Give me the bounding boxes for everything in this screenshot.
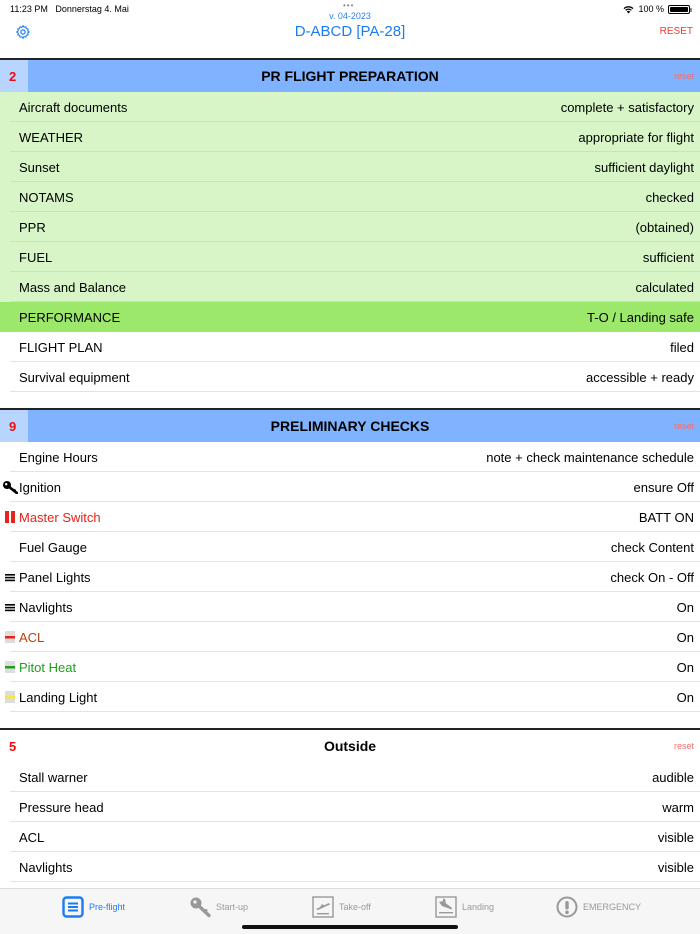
section-header-preliminary-checks[interactable] — [0, 410, 700, 442]
checklist-scroll-view[interactable] — [0, 60, 700, 888]
key-icon — [189, 896, 211, 918]
item-label: PPR — [19, 219, 46, 235]
item-label: ACL — [19, 829, 45, 845]
section-reset-button[interactable]: reset — [673, 741, 694, 751]
checklist-item[interactable] — [0, 242, 700, 272]
section-spacer — [0, 712, 700, 728]
section-title: Outside — [323, 738, 377, 754]
checklist-item[interactable] — [0, 182, 700, 212]
item-label: ACL — [19, 629, 45, 645]
item-value: filed — [670, 339, 694, 355]
section-remaining-count: 2 — [0, 60, 28, 92]
section-header-pr-flight-preparation[interactable] — [0, 60, 700, 92]
item-value: accessible + ready — [585, 369, 694, 385]
item-label: Panel Lights — [19, 569, 91, 585]
checklist-item[interactable] — [0, 272, 700, 302]
status-date: Donnerstag 4. Mai — [55, 4, 129, 14]
green-switch-icon — [2, 660, 18, 674]
item-value: visible — [657, 829, 694, 845]
item-value: visible — [657, 859, 694, 875]
checklist-item[interactable] — [0, 762, 700, 792]
item-label: Ignition — [19, 479, 61, 495]
section-header-outside[interactable] — [0, 730, 700, 762]
checklist-item[interactable] — [0, 502, 700, 532]
item-value: check On - Off — [610, 569, 694, 585]
exclamation-icon — [556, 896, 578, 918]
item-label: Pressure head — [19, 799, 104, 815]
tab-label: Start-up — [216, 902, 249, 912]
menu-lines-icon — [2, 570, 18, 584]
item-value: appropriate for flight — [578, 129, 694, 145]
item-label: Engine Hours — [19, 449, 98, 465]
takeoff-icon — [312, 896, 334, 918]
item-value: T-O / Landing safe — [587, 309, 694, 325]
checklist-item[interactable] — [0, 212, 700, 242]
item-value: On — [676, 629, 694, 645]
item-label: Pitot Heat — [19, 659, 77, 675]
item-value: check Content — [610, 539, 694, 555]
multitasking-dots-icon[interactable]: ••• — [343, 1, 355, 10]
checklist-item[interactable] — [0, 152, 700, 182]
item-label: WEATHER — [19, 129, 84, 145]
item-label: FLIGHT PLAN — [19, 339, 103, 355]
aircraft-title: D-ABCD [PA-28] — [294, 23, 406, 40]
item-label: Fuel Gauge — [19, 539, 87, 555]
item-label: Aircraft documents — [19, 99, 128, 115]
item-value: sufficient daylight — [594, 159, 694, 175]
item-value: complete + satisfactory — [560, 99, 694, 115]
menu-lines-icon — [2, 600, 18, 614]
tab-start-up[interactable] — [189, 896, 248, 918]
item-label: Navlights — [19, 859, 73, 875]
key-icon — [2, 480, 18, 494]
landing-icon — [435, 896, 457, 918]
section-remaining-count: 9 — [0, 410, 28, 442]
item-value: sufficient — [642, 249, 694, 265]
section-title: PR FLIGHT PREPARATION — [261, 68, 439, 84]
item-label: Navlights — [19, 599, 73, 615]
checklist-item[interactable] — [0, 792, 700, 822]
checklist-item[interactable] — [0, 332, 700, 362]
checklist-item[interactable] — [0, 562, 700, 592]
checklist-item[interactable] — [0, 122, 700, 152]
list-icon — [62, 896, 84, 918]
checklist-item[interactable] — [0, 682, 700, 712]
section-reset-button[interactable]: reset — [673, 421, 694, 431]
checklist-item[interactable] — [0, 592, 700, 622]
item-label: Survival equipment — [19, 369, 130, 385]
item-value: ensure Off — [633, 479, 694, 495]
item-label: FUEL — [19, 249, 53, 265]
checklist-item[interactable] — [0, 532, 700, 562]
tab-label: Pre-flight — [89, 902, 126, 912]
checklist-item[interactable] — [0, 852, 700, 882]
red-switch-icon — [2, 630, 18, 644]
tab-label: EMERGENCY — [583, 902, 642, 912]
item-label: Landing Light — [19, 689, 98, 705]
section-spacer — [0, 392, 700, 408]
checklist-item[interactable] — [0, 822, 700, 852]
battery-percent: 100 % — [638, 4, 664, 14]
section-title: PRELIMINARY CHECKS — [270, 418, 430, 434]
item-value: (obtained) — [635, 219, 694, 235]
item-value: checked — [645, 189, 694, 205]
item-label: Sunset — [19, 159, 60, 175]
tab-label: Take-off — [339, 902, 371, 912]
checklist-item-current[interactable] — [0, 302, 700, 332]
checklist-item[interactable] — [0, 622, 700, 652]
checklist-item[interactable] — [0, 92, 700, 122]
reset-all-button[interactable]: RESET — [659, 26, 693, 37]
item-value: note + check maintenance schedule — [486, 449, 694, 465]
tab-landing[interactable] — [435, 896, 494, 918]
item-label: Master Switch — [19, 509, 101, 525]
status-time: 11:23 PM — [10, 4, 48, 14]
checklist-item[interactable] — [0, 362, 700, 392]
checklist-item[interactable] — [0, 652, 700, 682]
section-reset-button[interactable]: reset — [673, 71, 694, 81]
item-label: Stall warner — [19, 769, 88, 785]
item-label: Mass and Balance — [19, 279, 126, 295]
item-value: warm — [662, 799, 694, 815]
yellow-switch-icon — [2, 690, 18, 704]
navigation-bar — [0, 0, 700, 60]
section-remaining-count: 5 — [9, 738, 17, 754]
tab-take-off[interactable] — [312, 896, 371, 918]
tab-bar — [0, 888, 700, 934]
item-value: audible — [652, 769, 694, 785]
app-version: v. 04-2023 — [329, 11, 371, 21]
home-indicator[interactable] — [242, 925, 458, 929]
master-switch-icon — [2, 510, 18, 524]
checklist-item[interactable] — [0, 442, 700, 472]
item-value: On — [676, 659, 694, 675]
item-value: BATT ON — [638, 509, 694, 525]
tab-pre-flight[interactable] — [62, 896, 125, 918]
item-label: PERFORMANCE — [19, 309, 121, 325]
tab-emergency[interactable] — [556, 896, 641, 918]
checklist-item[interactable] — [0, 472, 700, 502]
item-value: calculated — [635, 279, 694, 295]
item-label: NOTAMS — [19, 189, 74, 205]
item-value: On — [676, 689, 694, 705]
item-value: On — [676, 599, 694, 615]
tab-label: Landing — [462, 902, 495, 912]
